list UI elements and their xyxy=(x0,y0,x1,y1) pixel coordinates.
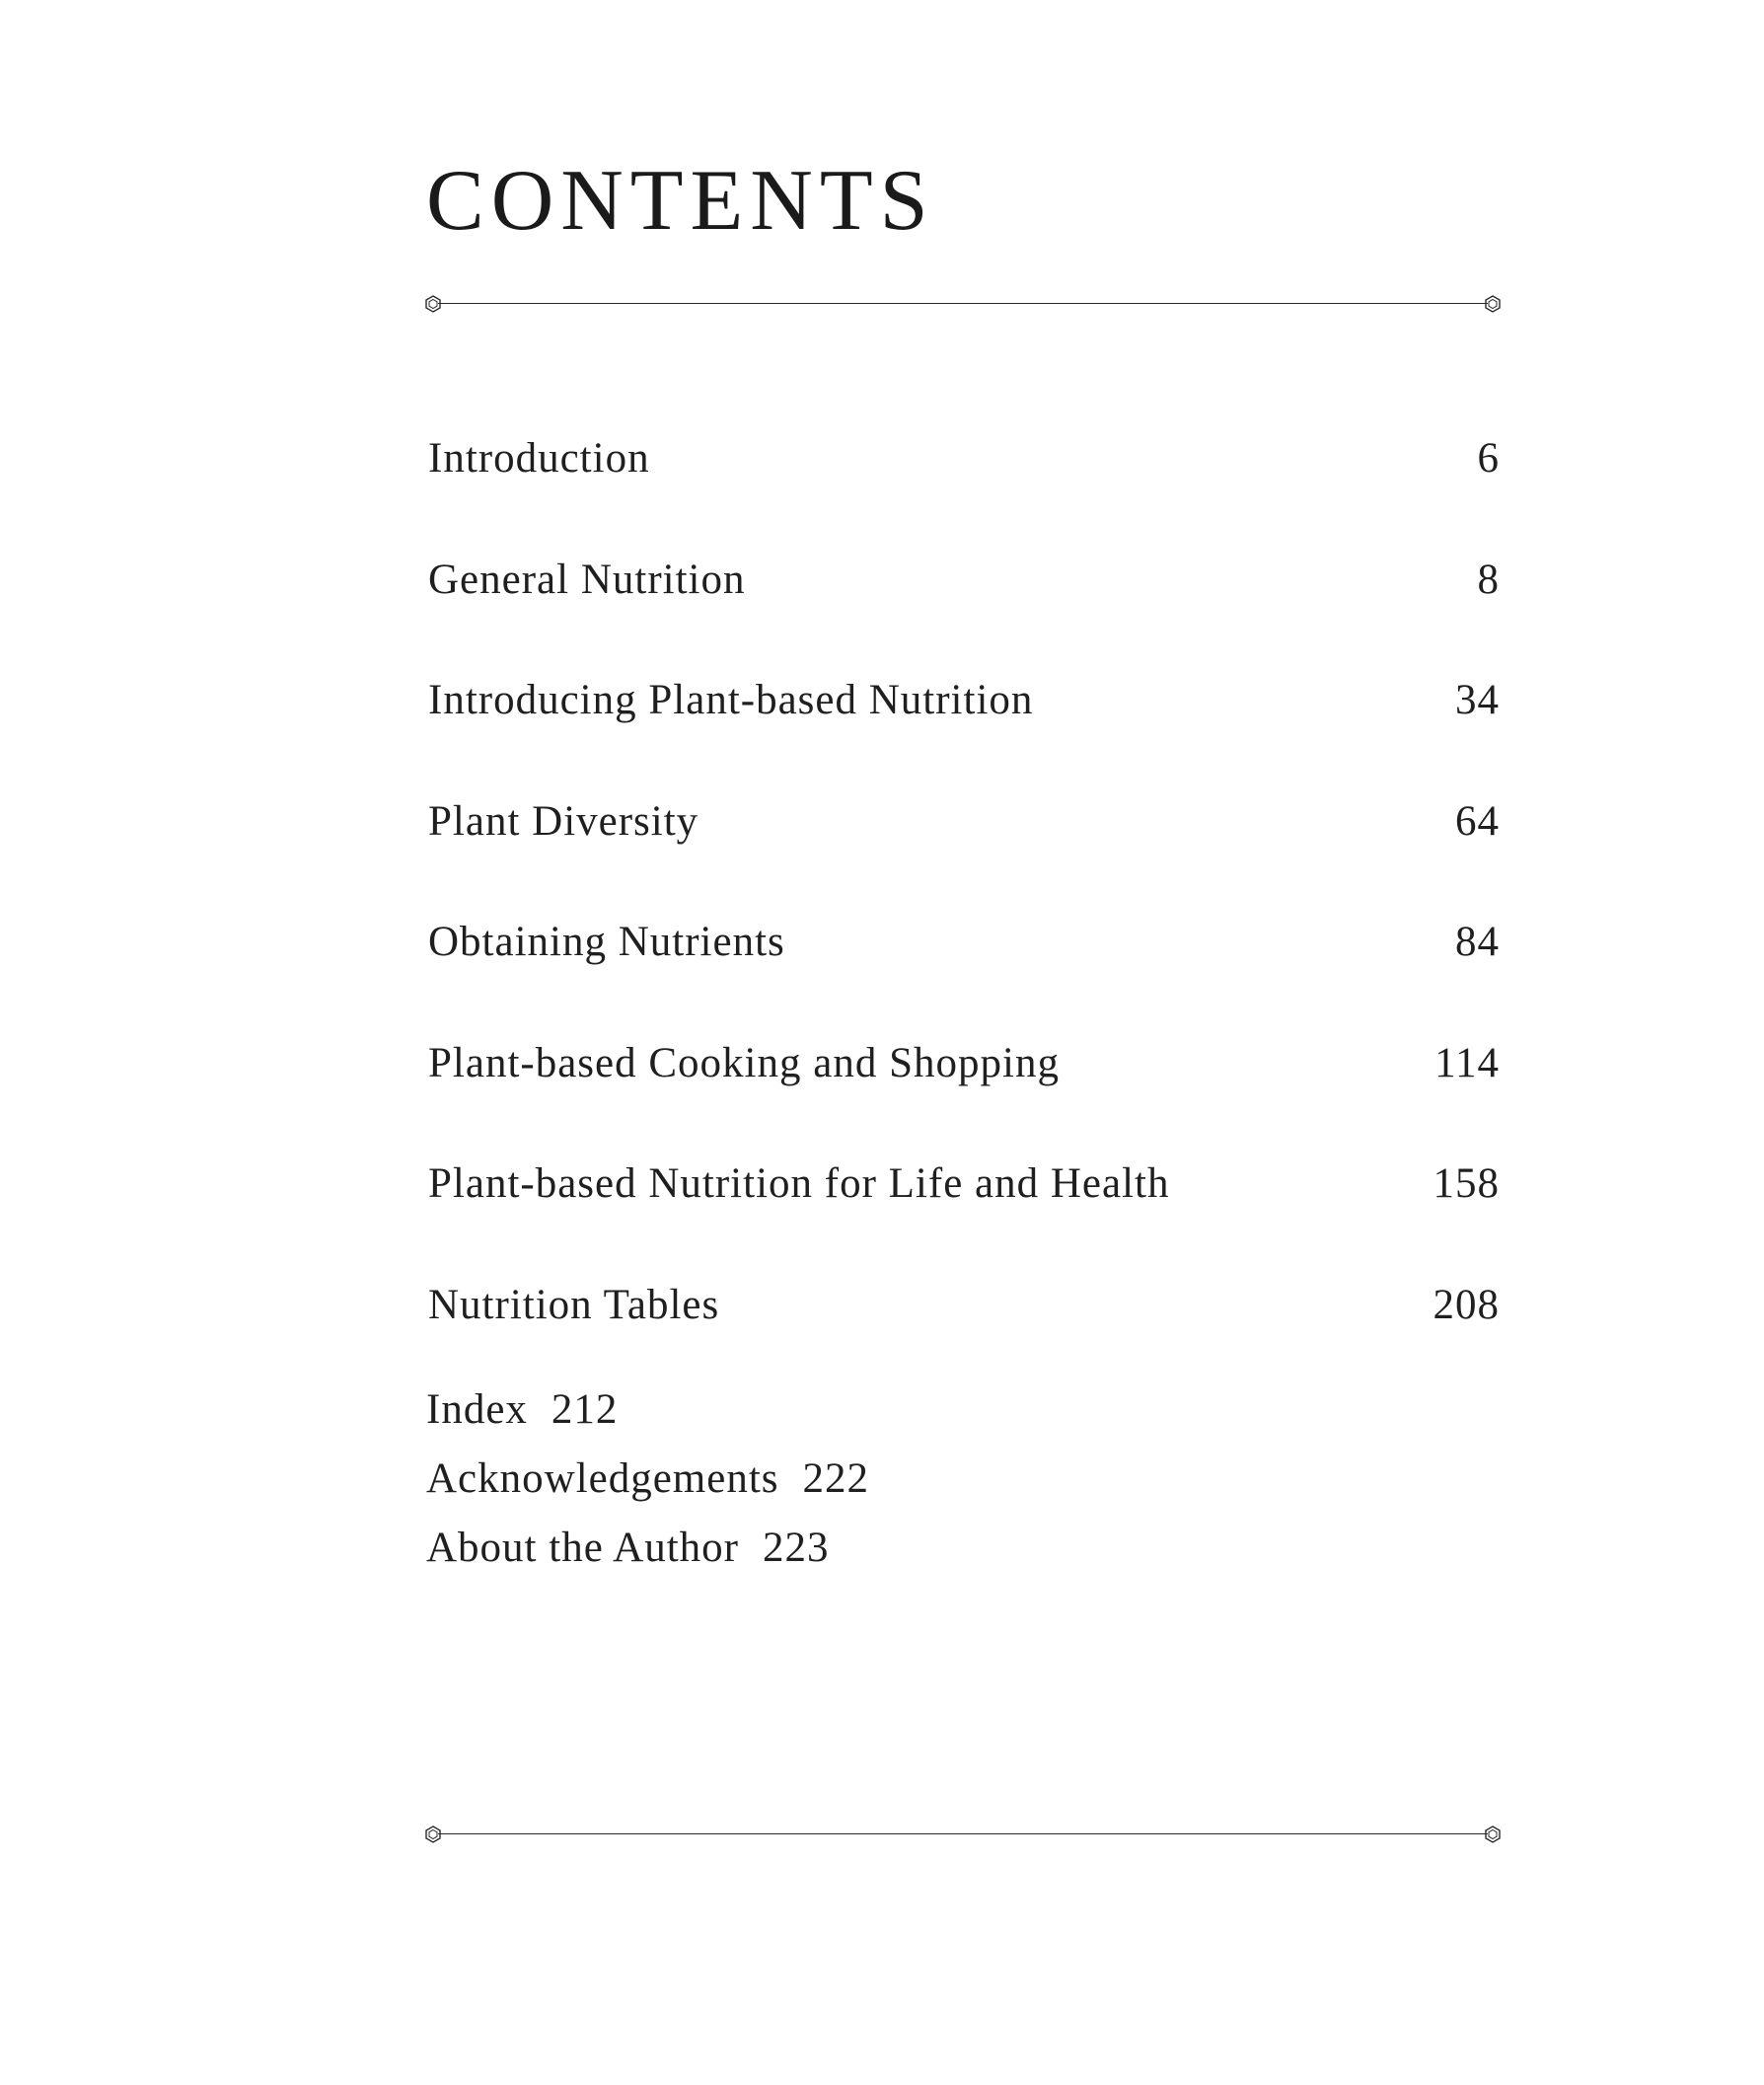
toc-entry-title: Plant-based Nutrition for Life and Health xyxy=(428,1160,1170,1207)
table-of-contents xyxy=(428,424,1500,1391)
toc-entry-title: Introduction xyxy=(428,435,650,482)
toc-entry-page: 114 xyxy=(1434,1039,1500,1086)
bottom-ornamental-rule xyxy=(424,1823,1502,1846)
toc-entry-page: 8 xyxy=(1477,556,1500,603)
toc-entry-page: 208 xyxy=(1433,1281,1500,1328)
back-matter-title: Acknowledgements xyxy=(426,1455,779,1502)
toc-entry-obtaining-nutrients[interactable] xyxy=(428,908,1500,1029)
toc-entry-title: Plant Diversity xyxy=(428,797,699,845)
toc-entry-title: Nutrition Tables xyxy=(428,1281,720,1328)
back-matter-title: About the Author xyxy=(426,1525,739,1571)
toc-entry-page: 6 xyxy=(1477,435,1500,482)
toc-entry-general-nutrition[interactable] xyxy=(428,546,1500,667)
toc-entry-title: Obtaining Nutrients xyxy=(428,919,785,965)
toc-entry-plant-based-cooking-and-shopping[interactable] xyxy=(428,1029,1500,1151)
back-matter-page: 212 xyxy=(551,1386,619,1433)
back-matter-page: 223 xyxy=(762,1525,830,1571)
back-matter-title: Index xyxy=(426,1386,528,1433)
toc-entry-introducing-plant-based-nutrition[interactable] xyxy=(428,666,1500,787)
back-matter-list xyxy=(426,1381,869,1589)
toc-entry-title: Plant-based Cooking and Shopping xyxy=(428,1039,1060,1086)
back-matter-entry-acknowledgements[interactable] xyxy=(426,1451,869,1520)
toc-entry-title: General Nutrition xyxy=(428,556,746,603)
back-matter-entry-index[interactable] xyxy=(426,1381,869,1451)
back-matter-entry-about-the-author[interactable] xyxy=(426,1520,869,1589)
page-title: CONTENTS xyxy=(426,153,935,249)
toc-entry-page: 64 xyxy=(1455,797,1500,845)
toc-entry-nutrition-tables[interactable] xyxy=(428,1271,1500,1392)
top-ornamental-rule xyxy=(424,292,1502,316)
toc-entry-introduction[interactable] xyxy=(428,424,1500,546)
hexagon-bead-icon xyxy=(424,1825,442,1843)
back-matter-page: 222 xyxy=(802,1455,870,1502)
toc-entry-title: Introducing Plant-based Nutrition xyxy=(428,677,1034,723)
toc-entry-page: 158 xyxy=(1433,1160,1500,1207)
rule-line xyxy=(438,1833,1488,1834)
toc-entry-page: 34 xyxy=(1455,677,1500,723)
hexagon-bead-icon xyxy=(1484,295,1502,313)
hexagon-bead-icon xyxy=(424,295,442,313)
toc-entry-page: 84 xyxy=(1455,919,1500,965)
hexagon-bead-icon xyxy=(1484,1825,1502,1843)
toc-entry-plant-based-nutrition-for-life-and-health[interactable] xyxy=(428,1150,1500,1271)
toc-entry-plant-diversity[interactable] xyxy=(428,787,1500,909)
rule-line xyxy=(438,303,1488,304)
